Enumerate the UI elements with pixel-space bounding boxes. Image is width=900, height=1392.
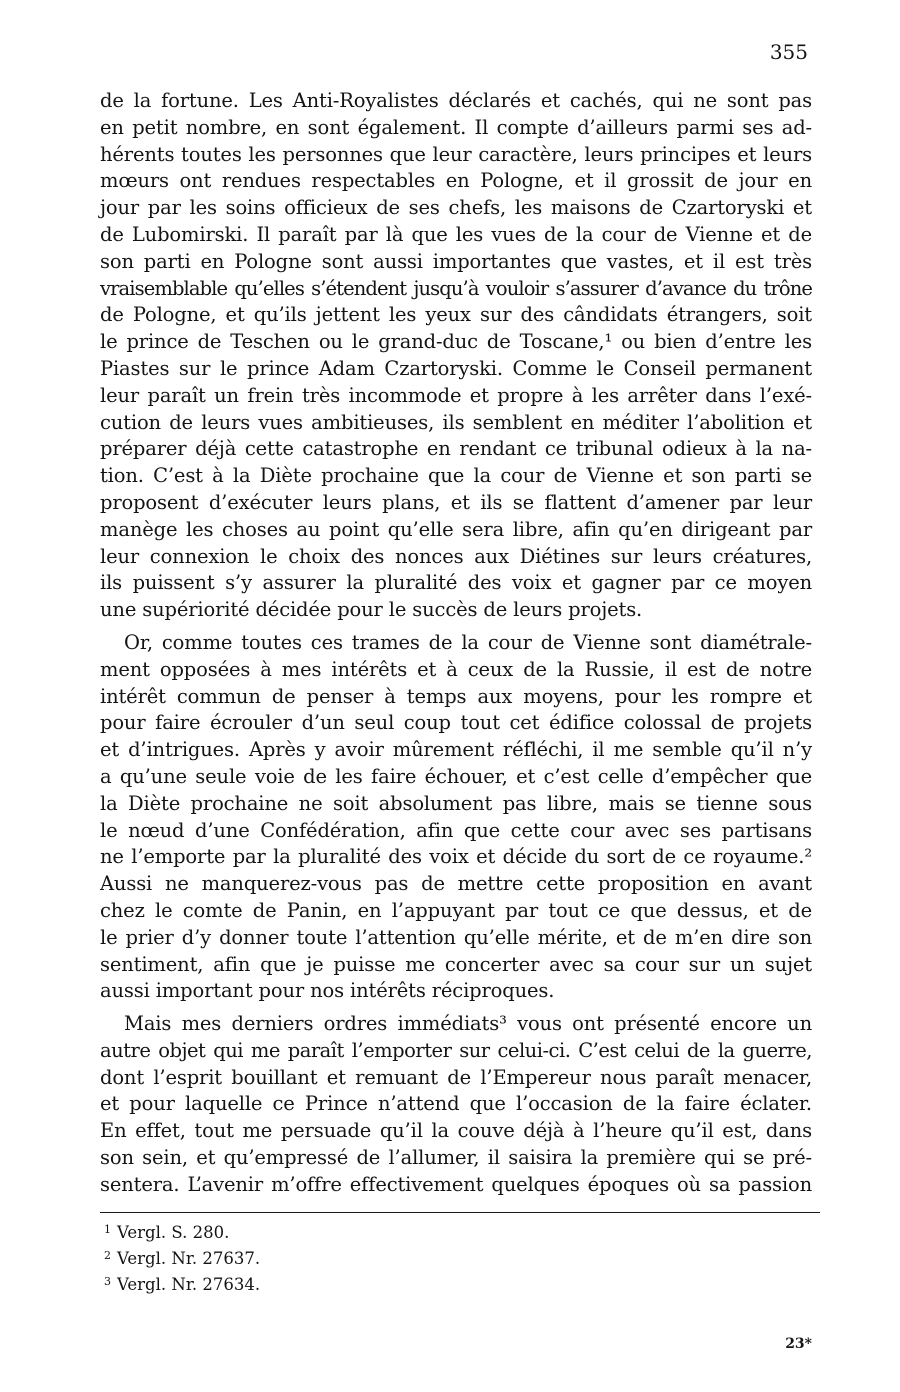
text-line: Mais mes derniers ordres immédiats³ vous ont présenté encore un xyxy=(124,1012,812,1036)
text-line: le prince de Teschen ou le grand-duc de Toscane,¹ ou bien d’entre les xyxy=(100,330,812,354)
paragraph-1 xyxy=(100,88,812,624)
text-line: a qu’une seule voie de les faire échouer, et c’est celle d’empêcher que xyxy=(100,764,812,788)
text-line: de la fortune. Les Anti-Royalistes déclarés et cachés, qui ne sont pas xyxy=(100,89,812,112)
text-line: et d’intrigues. Après y avoir mûrement réfléchi, il me semble qu’il n’y xyxy=(100,738,812,762)
text-line: ils puissent s’y assurer la pluralité des voix et gagner par ce moyen xyxy=(100,571,812,595)
footnote-3 xyxy=(104,1270,260,1296)
text-line: une supériorité décidée pour le succès de leurs projets. xyxy=(100,598,643,622)
text-line: intérêt commun de penser à temps aux moyens, pour les rompre et xyxy=(100,684,812,708)
text-line: En effet, tout me persuade qu’il la couve déjà à l’heure qu’il est, dans xyxy=(100,1119,812,1143)
text-line: cution de leurs vues ambitieuses, ils semblent en méditer l’abolition et xyxy=(100,410,812,434)
text-line: pour faire écrouler d’un seul coup tout cet édifice colossal de projets xyxy=(100,711,812,735)
text-line: Aussi ne manquerez-vous pas de mettre cette proposition en avant xyxy=(100,872,812,896)
text-line: jour par les soins officieux de ses chefs, les maisons de Czartoryski et xyxy=(100,196,812,220)
text-line: Piastes sur le prince Adam Czartoryski. Comme le Conseil permanent xyxy=(100,356,812,380)
text-line: le nœud d’une Confédération, afin que cette cour avec ses partisans xyxy=(100,818,812,842)
text-line: le prier d’y donner toute l’attention qu’elle mérite, et de m’en dire son xyxy=(100,925,812,949)
footnote-2 xyxy=(104,1244,260,1270)
text-line: son sein, et qu’empressé de l’allumer, il saisira la première qui se pré- xyxy=(100,1146,812,1170)
printer-signature-mark: 23* xyxy=(785,1336,812,1352)
text-line: ne l’emporte par la pluralité des voix et décide du sort de ce royaume.² xyxy=(100,845,812,869)
text-line: leur paraît un frein très incommode et propre à les arrêter dans l’exé- xyxy=(100,383,812,407)
text-line: aussi important pour nos intérêts réciproques. xyxy=(100,979,555,1003)
text-line: sentera. L’avenir m’offre effectivement quelques époques où sa passion xyxy=(100,1172,812,1196)
text-line: dont l’esprit bouillant et remuant de l’Empereur nous paraît menacer, xyxy=(100,1065,812,1089)
text-line: autre objet qui me paraît l’emporter sur celui-ci. C’est celui de la guerre, xyxy=(100,1038,812,1062)
text-line: leur connexion le choix des nonces aux Diétines sur leurs créatures, xyxy=(100,544,812,568)
text-line: proposent d’exécuter leurs plans, et ils se flattent d’amener par leur xyxy=(100,490,812,514)
text-line: de Lubomirski. Il paraît par là que les vues de la cour de Vienne et de xyxy=(100,222,812,246)
text-line: Or, comme toutes ces trames de la cour de Vienne sont diamétrale- xyxy=(124,630,812,654)
footnote-divider xyxy=(100,1212,820,1213)
text-line: son parti en Pologne sont aussi importantes que vastes, et il est très xyxy=(100,249,812,273)
paragraph-3 xyxy=(100,1011,812,1199)
body-text xyxy=(100,88,812,1199)
footnote-text: Vergl. Nr. 27634. xyxy=(117,1275,261,1294)
text-line: en petit nombre, en sont également. Il compte d’ailleurs parmi ses ad- xyxy=(100,115,812,139)
page-number: 355 xyxy=(769,40,808,64)
text-line: de Pologne, et qu’ils jettent les yeux sur des cândidats étrangers, soit xyxy=(100,303,812,327)
text-line: manège les choses au point qu’elle sera libre, afin qu’en dirigeant par xyxy=(100,517,812,541)
text-line: chez le comte de Panin, en l’appuyant par tout ce que dessus, et de xyxy=(100,898,812,922)
footnotes xyxy=(104,1218,260,1296)
footnote-mark: 3 xyxy=(104,1275,111,1288)
footnote-mark: 2 xyxy=(104,1249,111,1262)
text-line: la Diète prochaine ne soit absolument pas libre, mais se tienne sous xyxy=(100,791,812,815)
text-line: sentiment, afin que je puisse me concerter avec sa cour sur un sujet xyxy=(100,952,812,976)
text-line: et pour laquelle ce Prince n’attend que l’occasion de la faire éclater. xyxy=(100,1092,812,1116)
text-line: tion. C’est à la Diète prochaine que la cour de Vienne et son parti se xyxy=(100,464,812,488)
footnote-text: Vergl. Nr. 27637. xyxy=(117,1249,261,1268)
text-line: ment opposées à mes intérêts et à ceux de la Russie, il est de notre xyxy=(100,657,812,681)
footnote-text: Vergl. S. 280. xyxy=(117,1223,230,1242)
text-line: hérents toutes les personnes que leur caractère, leurs principes et leurs xyxy=(100,142,812,166)
text-line: vraisemblable qu’elles s’étendent jusqu’à vouloir s’assurer d’avance du trône xyxy=(100,276,812,300)
text-line: préparer déjà cette catastrophe en rendant ce tribunal odieux à la na- xyxy=(100,437,812,461)
text-line: mœurs ont rendues respectables en Pologne, et il grossit de jour en xyxy=(100,169,812,193)
footnote-1 xyxy=(104,1218,260,1244)
footnote-mark: 1 xyxy=(104,1223,111,1236)
paragraph-2 xyxy=(100,630,812,1005)
